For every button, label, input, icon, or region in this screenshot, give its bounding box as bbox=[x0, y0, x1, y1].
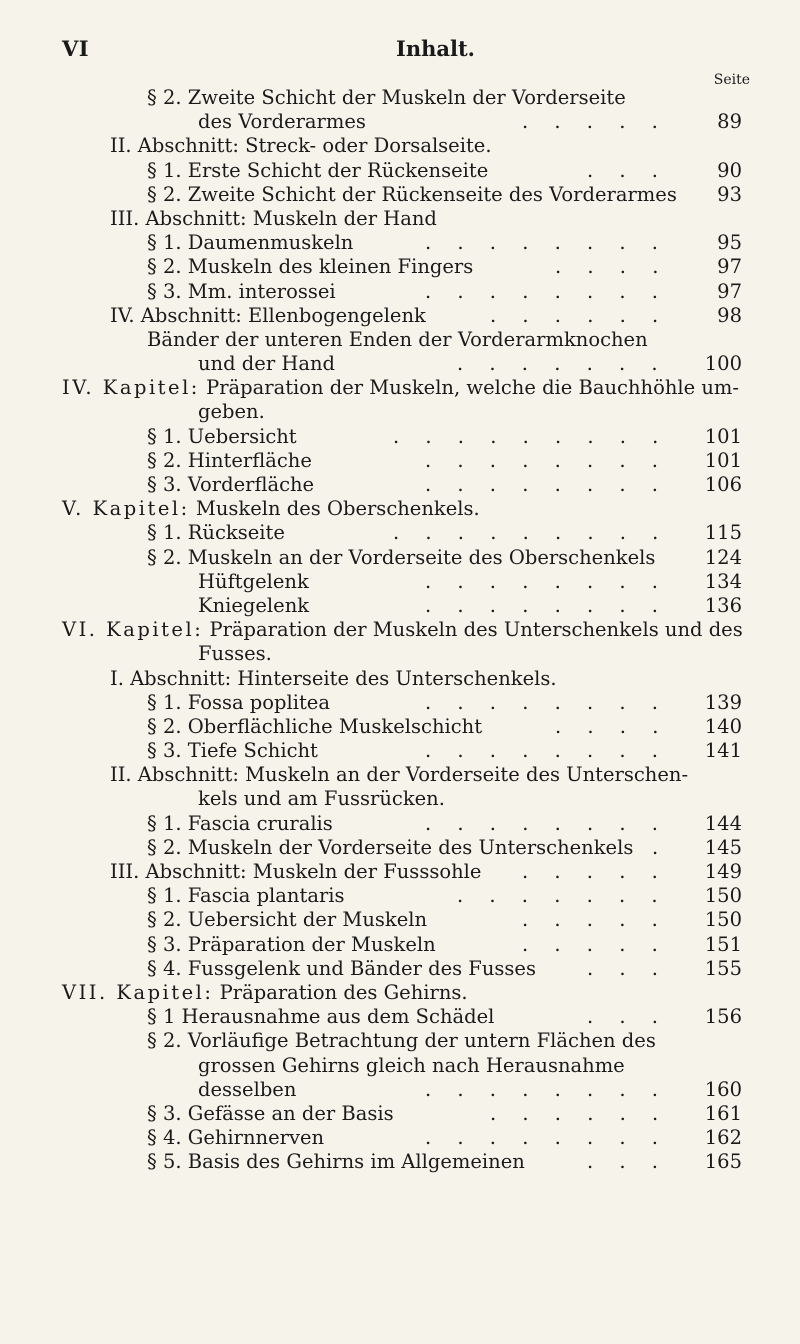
page-reference: 97 bbox=[717, 255, 742, 279]
page-reference: 141 bbox=[704, 739, 742, 763]
entry-text: Bänder der unteren Enden der Vorderarmknochen bbox=[147, 327, 648, 351]
toc-entry bbox=[0, 812, 800, 836]
entry-text: § 3. Mm. interossei bbox=[147, 279, 336, 303]
page-reference: 165 bbox=[704, 1150, 742, 1174]
toc-entry bbox=[0, 1126, 800, 1150]
leader-dots: . . . . . bbox=[522, 932, 668, 956]
toc-line bbox=[0, 521, 800, 545]
toc-entry bbox=[0, 134, 800, 158]
entry-text: § 2. Vorläufige Betrachtung der untern Flächen des bbox=[147, 1029, 656, 1053]
leader-dots: . . . . bbox=[555, 714, 669, 738]
toc-line bbox=[0, 570, 800, 594]
toc-line bbox=[0, 86, 800, 110]
page-reference: 106 bbox=[704, 473, 742, 496]
entry-text: § 3. Vorderfläche bbox=[147, 473, 315, 496]
entry-text: II. Abschnitt: Streck- oder Dorsalseite. bbox=[110, 134, 492, 158]
page-reference: 101 bbox=[704, 448, 742, 472]
page-reference: 100 bbox=[704, 352, 742, 376]
toc-line bbox=[0, 933, 800, 957]
leader-dots: . . . . . . . bbox=[457, 352, 668, 376]
chapter-heading bbox=[62, 618, 743, 642]
page-reference: 98 bbox=[717, 303, 742, 327]
entry-text: § 4. Gehirnnerven bbox=[147, 1126, 325, 1150]
leader-dots: . . . . . . . . . bbox=[393, 521, 669, 545]
toc-entry bbox=[0, 280, 800, 304]
toc-entry bbox=[0, 763, 800, 811]
leader-dots: . . . bbox=[587, 1005, 668, 1029]
toc-entry bbox=[0, 570, 800, 594]
leader-dots: . . . . . . . . bbox=[425, 279, 668, 303]
toc-line bbox=[0, 1078, 800, 1102]
toc-line bbox=[0, 376, 800, 400]
entry-text: geben. bbox=[198, 400, 265, 424]
chapter-heading bbox=[62, 497, 480, 521]
entry-text: § 2. Muskeln der Vorderseite des Unterschenkels bbox=[147, 835, 634, 859]
toc-entry bbox=[0, 497, 800, 521]
toc-entry bbox=[0, 376, 800, 424]
entry-text: § 2. Zweite Schicht der Muskeln der Vorderseite bbox=[147, 86, 626, 109]
toc-entry bbox=[0, 183, 800, 207]
toc-line bbox=[0, 1029, 800, 1053]
toc-entry bbox=[0, 933, 800, 957]
page-reference: 124 bbox=[704, 545, 742, 569]
toc-entry bbox=[0, 328, 800, 376]
toc-line bbox=[0, 812, 800, 836]
leader-dots: . . . bbox=[587, 158, 668, 182]
toc-line bbox=[0, 497, 800, 521]
toc-line bbox=[0, 1126, 800, 1150]
toc-entry bbox=[0, 449, 800, 473]
table-of-contents bbox=[0, 86, 800, 1174]
toc-entry bbox=[0, 884, 800, 908]
entry-text: III. Abschnitt: Muskeln der Hand bbox=[110, 206, 437, 230]
page-reference: 90 bbox=[717, 158, 742, 182]
page-reference: 156 bbox=[704, 1005, 742, 1029]
toc-line bbox=[0, 787, 800, 811]
chapter-title: Muskeln des Oberschenkels. bbox=[189, 497, 480, 521]
page-reference: 150 bbox=[704, 908, 742, 932]
entry-text: grossen Gehirns gleich nach Herausnahme bbox=[198, 1053, 625, 1077]
toc-entry bbox=[0, 159, 800, 183]
leader-dots: . . . bbox=[587, 1150, 668, 1174]
toc-entry bbox=[0, 957, 800, 981]
leader-dots: . . . . . . . . bbox=[425, 593, 668, 617]
leader-dots: . . . . . . . . . bbox=[393, 424, 669, 448]
toc-line bbox=[0, 715, 800, 739]
entry-text: § 3. Gefässe an der Basis bbox=[147, 1101, 394, 1125]
page-reference: 140 bbox=[704, 714, 742, 738]
chapter-label: VII. Kapitel: bbox=[62, 980, 214, 1004]
leader-dots: . . . . . bbox=[522, 110, 668, 134]
toc-line bbox=[0, 255, 800, 279]
toc-entry bbox=[0, 715, 800, 739]
page-title: Inhalt. bbox=[396, 36, 475, 61]
leader-dots: . . . . . . . . bbox=[425, 811, 668, 835]
toc-line bbox=[0, 231, 800, 255]
toc-line bbox=[0, 352, 800, 376]
toc-entry bbox=[0, 1005, 800, 1029]
page-reference: 139 bbox=[704, 690, 742, 714]
toc-line bbox=[0, 594, 800, 618]
toc-line bbox=[0, 110, 800, 134]
leader-dots: . . . . . . . bbox=[457, 884, 668, 908]
toc-line bbox=[0, 159, 800, 183]
entry-text: § 1. Rückseite bbox=[147, 521, 285, 545]
entry-text: § 5. Basis des Gehirns im Allgemeinen bbox=[147, 1150, 525, 1174]
toc-entry bbox=[0, 546, 800, 570]
toc-entry bbox=[0, 86, 800, 134]
page-reference: 160 bbox=[704, 1077, 742, 1101]
toc-entry bbox=[0, 207, 800, 231]
chapter-title: Präparation der Muskeln, welche die Bauchhöhle um- bbox=[199, 376, 740, 400]
page-reference: 150 bbox=[704, 884, 742, 908]
entry-text: und der Hand bbox=[198, 352, 336, 376]
chapter-title: Präparation der Muskeln des Unterschenkels und des bbox=[203, 618, 743, 642]
toc-entry bbox=[0, 836, 800, 860]
page-reference: 95 bbox=[717, 231, 742, 255]
entry-text: § 1. Daumenmuskeln bbox=[147, 231, 354, 255]
toc-line bbox=[0, 280, 800, 304]
toc-entry bbox=[0, 425, 800, 449]
leader-dots: . . . . . bbox=[522, 860, 668, 883]
toc-line bbox=[0, 763, 800, 787]
page-reference: 134 bbox=[704, 569, 742, 593]
entry-text: § 2. Muskeln an der Vorderseite des Oberschenkels bbox=[147, 545, 656, 569]
entry-text: III. Abschnitt: Muskeln der Fusssohle bbox=[110, 860, 482, 883]
toc-entry bbox=[0, 667, 800, 691]
entry-text: Fusses. bbox=[198, 642, 272, 666]
toc-entry bbox=[0, 304, 800, 328]
toc-line bbox=[0, 134, 800, 158]
toc-entry bbox=[0, 739, 800, 763]
toc-line bbox=[0, 860, 800, 884]
toc-line bbox=[0, 400, 800, 424]
entry-text: § 3. Tiefe Schicht bbox=[147, 739, 318, 763]
toc-line bbox=[0, 957, 800, 981]
toc-line bbox=[0, 667, 800, 691]
chapter-label: VI. Kapitel: bbox=[62, 618, 204, 642]
entry-text: Hüftgelenk bbox=[198, 569, 309, 593]
leader-dots: . . . . . bbox=[522, 908, 668, 932]
page-reference: 162 bbox=[704, 1126, 742, 1150]
entry-text: § 1. Fossa poplitea bbox=[147, 690, 330, 714]
entry-text: desselben bbox=[198, 1077, 297, 1101]
entry-text: § 1. Fascia cruralis bbox=[147, 811, 333, 835]
toc-line bbox=[0, 328, 800, 352]
leader-dots: . . . . . . bbox=[490, 303, 669, 327]
toc-line bbox=[0, 981, 800, 1005]
page-reference: 101 bbox=[704, 424, 742, 448]
entry-text: § 2. Hinterfläche bbox=[147, 448, 312, 472]
toc-line bbox=[0, 739, 800, 763]
leader-dots: . . . . . . . . bbox=[425, 739, 668, 763]
toc-line bbox=[0, 1005, 800, 1029]
leader-dots: . . . . . . . . bbox=[425, 473, 668, 496]
page-column-label: Seite bbox=[713, 72, 750, 88]
chapter-heading bbox=[62, 376, 739, 400]
toc-entry bbox=[0, 255, 800, 279]
page-reference: 149 bbox=[704, 860, 742, 883]
leader-dots: . . . . . . . . bbox=[425, 1077, 668, 1101]
toc-entry bbox=[0, 908, 800, 932]
entry-text: § 1. Fascia plantaris bbox=[147, 884, 345, 908]
toc-line bbox=[0, 449, 800, 473]
leader-dots: . bbox=[652, 835, 669, 859]
chapter-label: V. Kapitel: bbox=[62, 497, 190, 521]
page-reference: 155 bbox=[704, 956, 742, 980]
toc-entry bbox=[0, 594, 800, 618]
toc-line bbox=[0, 183, 800, 207]
entry-text: § 2. Uebersicht der Muskeln bbox=[147, 908, 428, 932]
toc-entry bbox=[0, 618, 800, 666]
toc-line bbox=[0, 884, 800, 908]
toc-entry bbox=[0, 1150, 800, 1174]
toc-line bbox=[0, 304, 800, 328]
entry-text: § 1 Herausnahme aus dem Schädel bbox=[147, 1005, 495, 1029]
page-reference: 145 bbox=[704, 835, 742, 859]
toc-entry bbox=[0, 521, 800, 545]
entry-text: kels und am Fussrücken. bbox=[198, 787, 445, 811]
toc-line bbox=[0, 691, 800, 715]
page-reference: 93 bbox=[717, 182, 742, 206]
entry-text: II. Abschnitt: Muskeln an der Vorderseite des Unterschen- bbox=[110, 763, 689, 787]
entry-text: § 1. Uebersicht bbox=[147, 424, 297, 448]
page-reference: 97 bbox=[717, 279, 742, 303]
toc-line bbox=[0, 642, 800, 666]
toc-entry bbox=[0, 231, 800, 255]
page-reference: 89 bbox=[717, 110, 742, 134]
page-reference: 151 bbox=[704, 932, 742, 956]
page-reference: 161 bbox=[704, 1101, 742, 1125]
toc-entry bbox=[0, 691, 800, 715]
toc-line bbox=[0, 1102, 800, 1126]
leader-dots: . . . . . . . . bbox=[425, 569, 668, 593]
entry-text: des Vorderarmes bbox=[198, 110, 366, 134]
toc-line bbox=[0, 836, 800, 860]
entry-text: § 2. Zweite Schicht der Rückenseite des Vorderarmes bbox=[147, 182, 677, 206]
toc-line bbox=[0, 207, 800, 231]
toc-line bbox=[0, 425, 800, 449]
leader-dots: . . . . . . . . bbox=[425, 448, 668, 472]
toc-line bbox=[0, 1054, 800, 1078]
toc-line bbox=[0, 618, 800, 642]
leader-dots: . . . . . . bbox=[490, 1101, 669, 1125]
leader-dots: . . . . . . . . bbox=[425, 690, 668, 714]
leader-dots: . . . . . . . . bbox=[425, 231, 668, 255]
page-reference: 115 bbox=[704, 521, 742, 545]
leader-dots: . . . bbox=[587, 956, 668, 980]
entry-text: I. Abschnitt: Hinterseite des Unterschenkels. bbox=[110, 666, 557, 690]
toc-line bbox=[0, 546, 800, 570]
toc-entry bbox=[0, 860, 800, 884]
chapter-heading bbox=[62, 981, 468, 1005]
page-reference: 144 bbox=[704, 811, 742, 835]
leader-dots: . . . . . . . . bbox=[425, 1126, 668, 1150]
page-number: VI bbox=[62, 36, 90, 61]
toc-entry bbox=[0, 981, 800, 1005]
toc-entry bbox=[0, 1102, 800, 1126]
entry-text: § 4. Fussgelenk und Bänder des Fusses bbox=[147, 956, 536, 980]
toc-line bbox=[0, 1150, 800, 1174]
entry-text: § 1. Erste Schicht der Rückenseite bbox=[147, 158, 489, 182]
chapter-title: Präparation des Gehirns. bbox=[213, 980, 468, 1004]
entry-text: § 2. Oberflächliche Muskelschicht bbox=[147, 714, 483, 738]
toc-entry bbox=[0, 1029, 800, 1102]
page-reference: 136 bbox=[704, 593, 742, 617]
leader-dots: . . . . bbox=[555, 255, 669, 279]
entry-text: § 2. Muskeln des kleinen Fingers bbox=[147, 255, 474, 279]
toc-entry bbox=[0, 473, 800, 497]
entry-text: § 3. Präparation der Muskeln bbox=[147, 932, 436, 956]
toc-line bbox=[0, 908, 800, 932]
toc-line bbox=[0, 473, 800, 497]
chapter-label: IV. Kapitel: bbox=[62, 376, 200, 400]
entry-text: Kniegelenk bbox=[198, 593, 310, 617]
entry-text: IV. Abschnitt: Ellenbogengelenk bbox=[110, 303, 426, 327]
